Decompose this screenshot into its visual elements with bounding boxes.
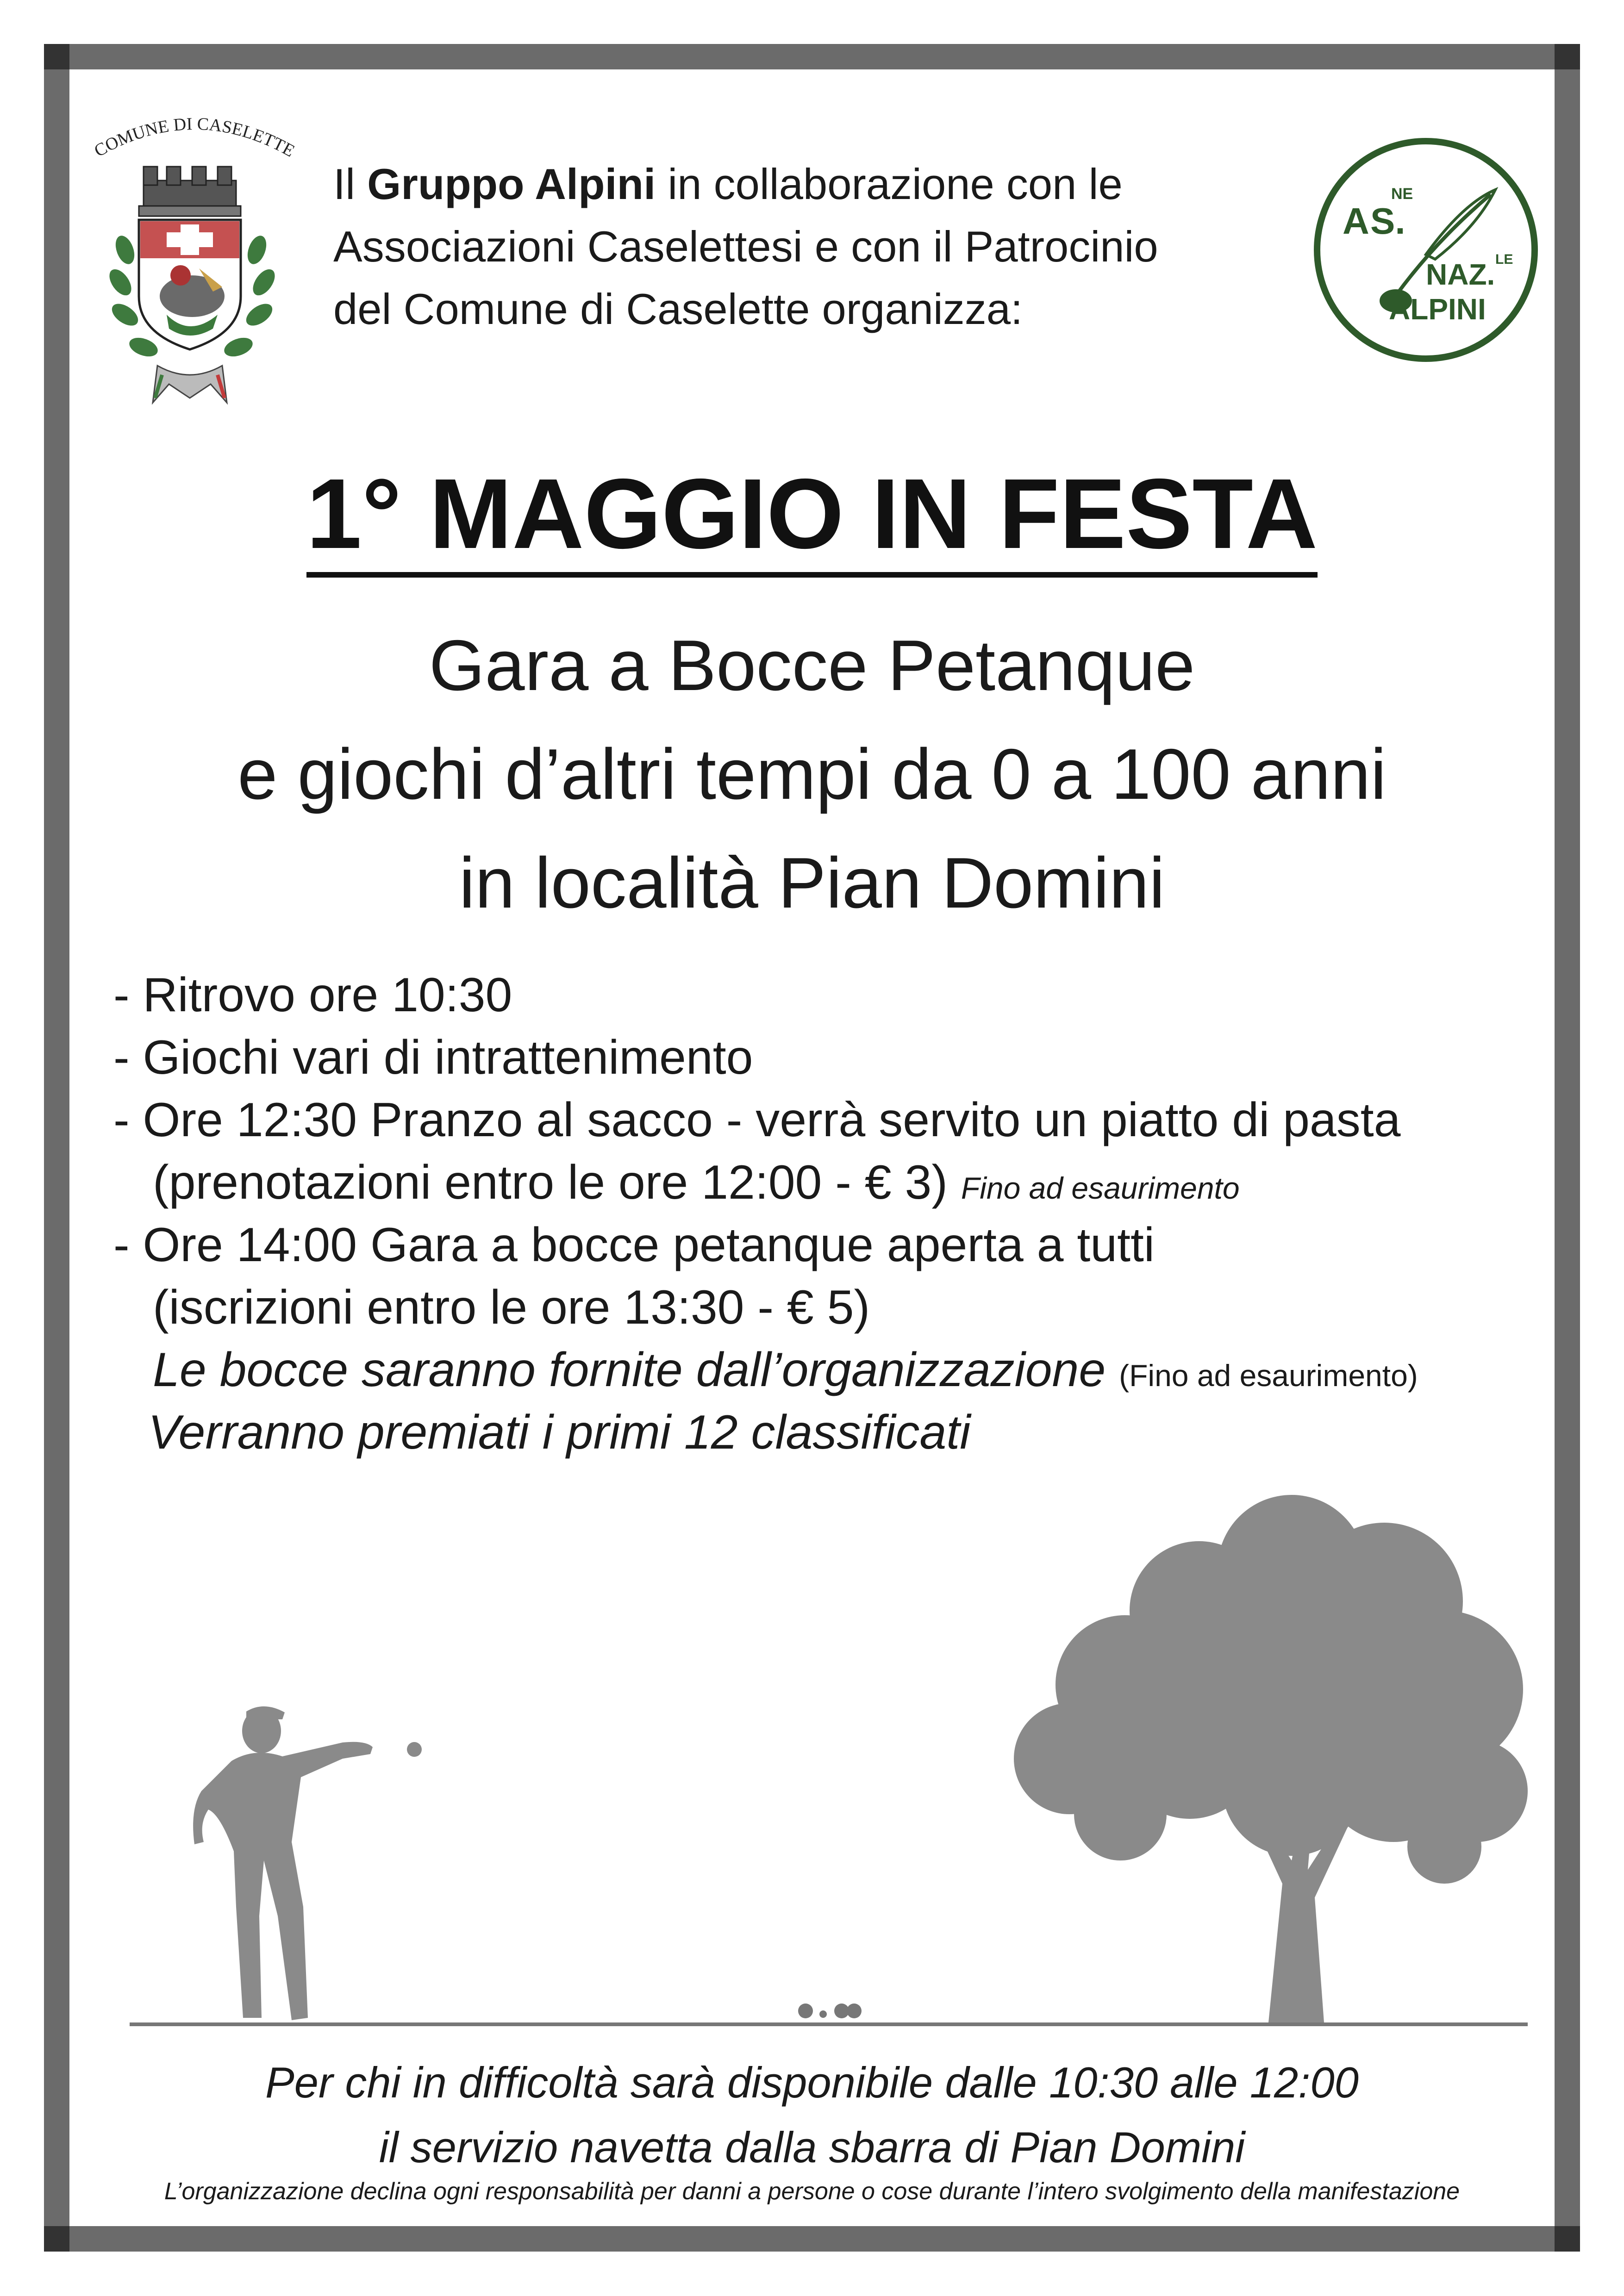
- shuttle-info: [0, 2050, 1624, 2180]
- logo-letter-s: S.: [1370, 200, 1405, 242]
- intro-line-2: Associazioni Caselettesi e con il Patrocinio: [333, 222, 1158, 271]
- petanque-scene-illustration: [125, 1490, 1537, 2036]
- frame-corner: [44, 2226, 69, 2252]
- intro-text: [333, 153, 1329, 340]
- municipal-crest-icon: [74, 97, 315, 421]
- frame-left: [44, 44, 69, 2252]
- list-item: - Ritrovo ore 10:30: [113, 968, 512, 1022]
- svg-text:COMUNE DI CASELETTE: [91, 114, 298, 161]
- shuttle-line-1: Per chi in difficoltà sarà disponibile dalle 10:30 alle 12:00: [265, 2058, 1359, 2107]
- liability-disclaimer: L’organizzazione declina ogni responsabilità per danni a persone o cose durante l’intero svolgimento della manifestazione: [164, 2178, 1460, 2205]
- bocce-balls-icon: [798, 2004, 862, 2018]
- bocce-note: Le bocce saranno fornite dall’organizzazione: [153, 1343, 1106, 1397]
- event-title: [0, 454, 1624, 574]
- ground-line: [130, 2022, 1528, 2026]
- intro-rest: in collaborazione con le: [656, 160, 1123, 208]
- list-item: [153, 1150, 1240, 1220]
- frame-corner: [1555, 44, 1580, 69]
- subtitle-line-1: Gara a Bocce Petanque: [429, 625, 1195, 705]
- logo-sup-ne: NE: [1391, 185, 1413, 203]
- frame-right: [1555, 44, 1580, 2252]
- intro-line-3: del Comune di Caselette organizza:: [333, 285, 1023, 333]
- intro-organizer: Gruppo Alpini: [367, 160, 656, 208]
- event-subtitle: [0, 611, 1624, 937]
- list-item: - Giochi vari di intrattenimento: [113, 1031, 753, 1084]
- list-item: (iscrizioni entro le ore 13:30 - € 5): [153, 1281, 870, 1334]
- frame-top: [44, 44, 1580, 69]
- logo-letter-a: A: [1343, 200, 1369, 242]
- player-silhouette-icon: [193, 1706, 422, 2020]
- tree-silhouette-icon: [1014, 1495, 1528, 2022]
- intro-prefix: Il: [333, 160, 368, 208]
- shuttle-line-2: il servizio navetta dalla sbarra di Pian Domini: [379, 2123, 1245, 2172]
- bocce-note-small: (Fino ad esaurimento): [1119, 1358, 1418, 1393]
- frame-corner: [1555, 2226, 1580, 2252]
- list-item: - Ore 14:00 Gara a bocce petanque aperta a tutti: [113, 1218, 1155, 1272]
- list-item: - Ore 12:30 Pranzo al sacco - verrà servito un piatto di pasta: [113, 1093, 1401, 1147]
- list-item: [148, 1400, 970, 1465]
- frame-bottom: [44, 2226, 1580, 2252]
- logo-sup-le: LE: [1495, 252, 1513, 267]
- lunch-note: Fino ad esaurimento: [961, 1171, 1240, 1205]
- event-title-text: 1° MAGGIO IN FESTA: [306, 458, 1318, 578]
- subtitle-line-2: e giochi d’altri tempi da 0 a 100 anni: [237, 734, 1387, 814]
- logo-naz: NAZ.: [1426, 258, 1495, 291]
- logo-alpini: ALPINI: [1389, 292, 1486, 326]
- prize-note: Verranno premiati i primi 12 classificati: [148, 1406, 971, 1459]
- subtitle-line-3: in località Pian Domini: [459, 843, 1165, 923]
- list-item: [153, 1338, 1418, 1408]
- frame-corner: [44, 44, 69, 69]
- intro-line-1: [333, 153, 1329, 215]
- crest-banner-text: COMUNE DI CASELETTE: [91, 114, 298, 161]
- ana-alpini-logo-icon: [1310, 134, 1542, 366]
- lunch-booking-text: (prenotazioni entro le ore 12:00 - € 3): [153, 1156, 948, 1209]
